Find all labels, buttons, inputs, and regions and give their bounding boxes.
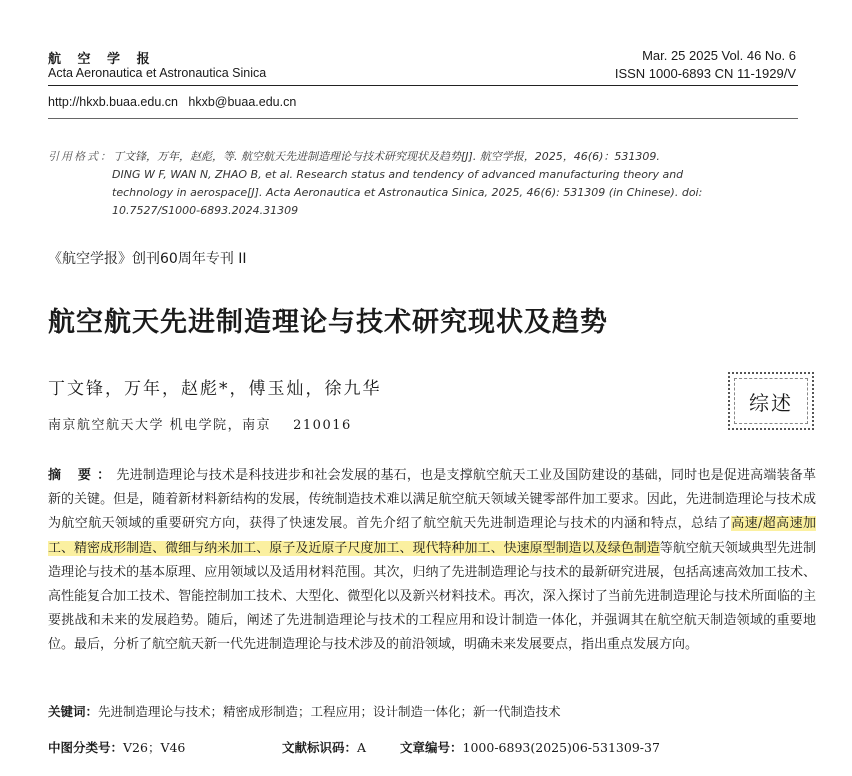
clc-label: 中图分类号： (48, 740, 124, 755)
issue-date-volume: Mar. 25 2025 Vol. 46 No. 6 (642, 48, 796, 63)
journal-name-cn: 航 空 学 报 (48, 52, 156, 67)
doc-code-label: 文献标识码： (282, 740, 358, 755)
header-divider (48, 85, 798, 86)
author-list: 丁文锋，万年，赵彪*，傅玉灿，徐九华 (48, 379, 382, 399)
abstract-label: 摘 要： (48, 468, 117, 483)
citation-doi[interactable]: 10.7527/S1000-6893.2024.31309 (112, 204, 299, 217)
citation-label: 引用格式： (48, 150, 113, 163)
citation-block (48, 148, 816, 220)
doc-code-value: A (357, 740, 367, 755)
paper-title: 航空航天先进制造理论与技术研究现状及趋势 (48, 307, 608, 338)
article-number-label: 文章编号： (400, 740, 463, 755)
issn-cn-number: ISSN 1000-6893 CN 11-1929/V (614, 66, 796, 81)
citation-en-line2: technology in aerospace[J]. Acta Aeronautica et Astronautica Sinica, 2025, 46(6): 531309 (in Chinese). doi: (112, 186, 703, 199)
url-divider (48, 118, 798, 119)
journal-name-en: Acta Aeronautica et Astronautica Sinica (48, 66, 267, 80)
affiliation (48, 414, 352, 433)
keywords (48, 702, 816, 720)
journal-url[interactable]: http://hkxb.buaa.edu.cn hkxb@buaa.edu.cn (48, 95, 297, 109)
article-number-value: 1000-6893(2025)06-531309-37 (462, 740, 660, 755)
keywords-label: 关键词： (48, 704, 99, 719)
abstract-highlight: 高速/超高速加工、精密成形制造、微细与纳米加工、原子及近原子尺度加工、现代特种加工、快速原型制造以及绿色制造 (48, 516, 816, 556)
clc-value: V26；V46 (123, 740, 186, 755)
affiliation-postcode: 210016 (293, 418, 352, 433)
special-issue-label: 《航空学报》创刊60周年专刊 II (48, 251, 247, 267)
citation-cn: 丁文锋，万年，赵彪，等. 航空航天先进制造理论与技术研究现状及趋势[J]. 航空学报，2025，46(6)：531309. (113, 150, 660, 163)
abstract-text-part2: 等航空航天领域典型先进制造理论与技术的基本原理、应用领域以及适用材料范围。其次，归纳了先进制造理论与技术的最新研究进展，包括高速高效加工技术、高性能复合加工技术、智能控制加工技术、大型化、微型化以及新兴材料技术。再次，深入探讨了当前先进制造理论与技术所面临的主要挑战和未来的发展趋势。随后，阐述了先进制造理论与技术的工程应用和设计制造一体化，并强调其在航空航天制造领域的重要地位。最后，分析了航空航天新一代先进制造理论与技术涉及的前沿领域，明确未来发展要点，指出重点发展方向。 (48, 540, 816, 653)
citation-en-line1: DING W F, WAN N, ZHAO B, et al. Research status and tendency of advanced manufacturing theory and (112, 168, 684, 181)
review-stamp-text: 综述 (734, 378, 808, 424)
abstract (48, 464, 816, 658)
affiliation-name: 南京航空航天大学 机电学院，南京 (48, 418, 272, 433)
abstract-text-part1: 先进制造理论与技术是科技进步和社会发展的基石，也是支撑航空航天工业及国防建设的基础，同时也是促进高端装备革新的关键。但是，随着新材料新结构的发展，传统制造技术难以满足航空航天领域关键零部件加工要求。因此，先进制造理论与技术成为航空航天领域的重要研究方向，获得了快速发展。首先介绍了航空航天先进制造理论与技术的内涵和特点，总结了 (48, 468, 816, 532)
review-stamp (728, 372, 814, 430)
classification-row (48, 738, 816, 756)
keywords-value: 先进制造理论与技术；精密成形制造；工程应用；设计制造一体化；新一代制造技术 (98, 704, 561, 719)
